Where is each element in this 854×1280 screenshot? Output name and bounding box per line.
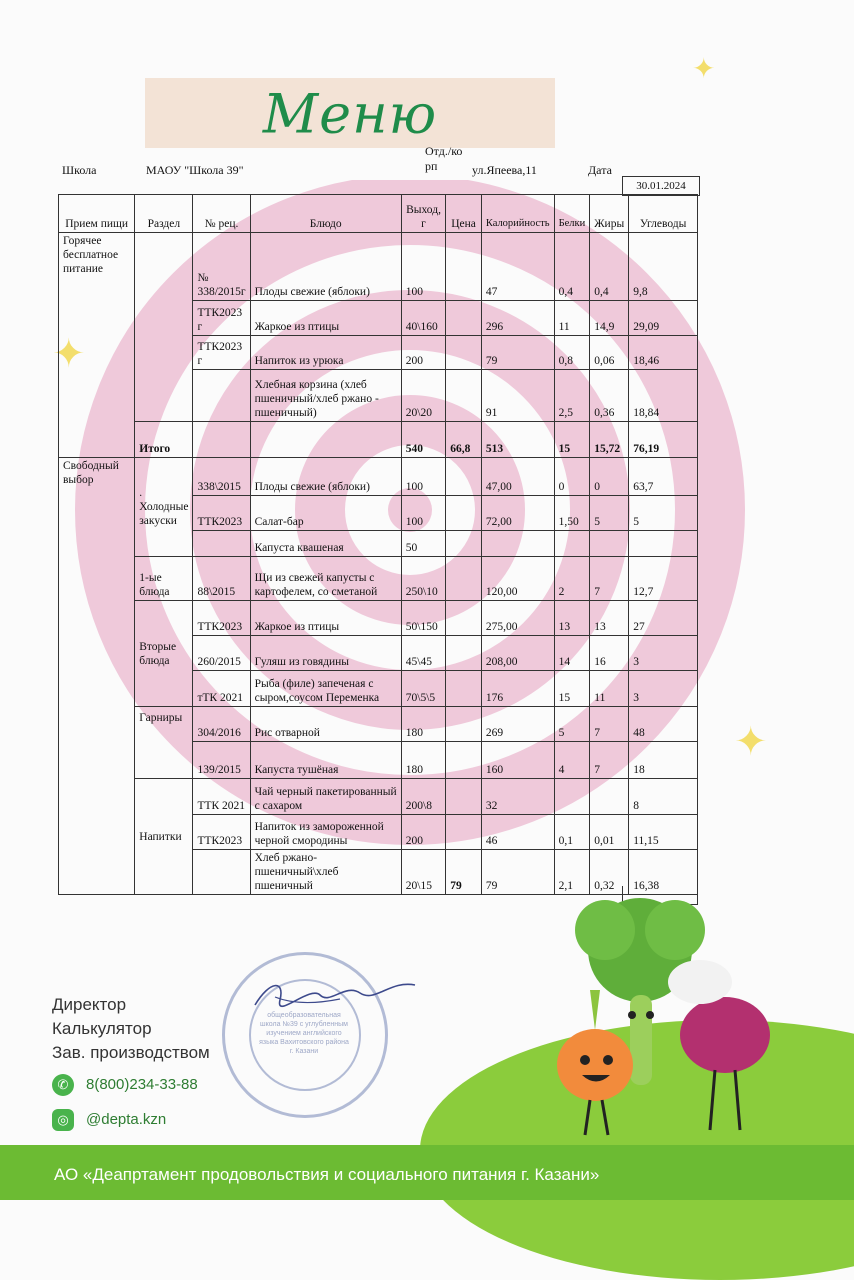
footer-text: АО «Деапртамент продовольствия и социального питания г. Казани» xyxy=(54,1165,600,1184)
fat-cell: 0,4 xyxy=(590,233,629,301)
recipe-cell: ТТК2023 г xyxy=(193,301,250,336)
recipe-cell: 304/2016 xyxy=(193,707,250,742)
dish-cell: Напиток из урюка xyxy=(250,336,401,370)
dish-cell: Капуста тушёная xyxy=(250,742,401,779)
price-cell xyxy=(446,636,482,671)
yield-cell: 180 xyxy=(401,707,446,742)
dish-cell: Гуляш из говядины xyxy=(250,636,401,671)
carbs-cell: 8 xyxy=(629,779,698,815)
price-cell xyxy=(446,233,482,301)
recipe-cell: ТТК2023 xyxy=(193,496,250,531)
instagram-handle: @depta.kzn xyxy=(86,1110,167,1128)
fat-cell: 0 xyxy=(590,458,629,496)
kcal-cell: 208,00 xyxy=(481,636,554,671)
protein-cell: 2 xyxy=(554,557,590,601)
col-kcal: Калорийность xyxy=(481,195,554,233)
total-protein: 15 xyxy=(554,422,590,458)
handwritten-signature xyxy=(250,975,420,1015)
price-cell xyxy=(446,370,482,422)
price-cell xyxy=(446,301,482,336)
recipe-cell xyxy=(193,850,250,895)
total-fat: 15,72 xyxy=(590,422,629,458)
dish-cell: Жаркое из птицы xyxy=(250,301,401,336)
kcal-cell: 120,00 xyxy=(481,557,554,601)
dish-cell: Рис отварной xyxy=(250,707,401,742)
section-drinks: Напитки xyxy=(135,779,193,895)
address: ул.Япеева,11 xyxy=(472,163,537,177)
protein-cell: 5 xyxy=(554,707,590,742)
price-cell: 79 xyxy=(446,850,482,895)
recipe-cell: № 338/2015г xyxy=(193,233,250,301)
dish-cell: Хлебная корзина (хлеб пшеничный/хлеб ржано - пшеничный) xyxy=(250,370,401,422)
protein-cell: 1,50 xyxy=(554,496,590,531)
yield-cell: 50 xyxy=(401,531,446,557)
recipe-cell: ТТК2023 xyxy=(193,815,250,850)
dish-cell: Щи из свежей капусты с картофелем, со сметаной xyxy=(250,557,401,601)
protein-cell: 2,5 xyxy=(554,370,590,422)
price-cell xyxy=(446,557,482,601)
yield-cell: 100 xyxy=(401,496,446,531)
group-free: Свободный выбор xyxy=(59,458,135,895)
kcal-cell: 91 xyxy=(481,370,554,422)
yield-cell: 180 xyxy=(401,742,446,779)
fat-cell: 7 xyxy=(590,742,629,779)
protein-cell: 2,1 xyxy=(554,850,590,895)
fat-cell xyxy=(590,779,629,815)
yield-cell: 45\45 xyxy=(401,636,446,671)
protein-cell: 0,4 xyxy=(554,233,590,301)
carbs-cell: 18,46 xyxy=(629,336,698,370)
price-cell xyxy=(446,601,482,636)
fat-cell: 0,36 xyxy=(590,370,629,422)
dish-cell: Хлеб ржано-пшеничный\хлеб пшеничный xyxy=(250,850,401,895)
kcal-cell: 275,00 xyxy=(481,601,554,636)
section-first: 1-ые блюда xyxy=(135,557,193,601)
instagram-icon: ◎ xyxy=(52,1109,74,1131)
kcal-cell: 79 xyxy=(481,850,554,895)
carbs-cell: 11,15 xyxy=(629,815,698,850)
fat-cell: 0,01 xyxy=(590,815,629,850)
total-carbs: 76,19 xyxy=(629,422,698,458)
recipe-cell xyxy=(193,531,250,557)
fat-cell xyxy=(590,531,629,557)
carbs-cell: 3 xyxy=(629,636,698,671)
carbs-cell: 63,7 xyxy=(629,458,698,496)
carbs-cell: 18,84 xyxy=(629,370,698,422)
col-price: Цена xyxy=(446,195,482,233)
table-row xyxy=(59,233,698,301)
production-head-label: Зав. производством xyxy=(52,1043,210,1062)
kcal-cell: 47 xyxy=(481,233,554,301)
yield-cell: 70\5\5 xyxy=(401,671,446,707)
yield-cell: 100 xyxy=(401,458,446,496)
carbs-cell: 5 xyxy=(629,496,698,531)
price-cell xyxy=(446,458,482,496)
kcal-cell: 296 xyxy=(481,301,554,336)
star-icon: ✦ xyxy=(692,54,716,85)
total-kcal: 513 xyxy=(481,422,554,458)
carbs-cell: 16,38 xyxy=(629,850,698,895)
total-price: 66,8 xyxy=(446,422,482,458)
carbs-cell: 27 xyxy=(629,601,698,636)
dish-cell: Салат-бар xyxy=(250,496,401,531)
fat-cell: 5 xyxy=(590,496,629,531)
yield-cell: 200\8 xyxy=(401,779,446,815)
yield-cell: 100 xyxy=(401,233,446,301)
fat-cell: 13 xyxy=(590,601,629,636)
yield-cell: 40\160 xyxy=(401,301,446,336)
date-label: Дата xyxy=(588,163,612,177)
dish-cell: Капуста квашеная xyxy=(250,531,401,557)
date-value: 30.01.2024 xyxy=(622,176,700,196)
table-row xyxy=(59,557,698,601)
recipe-cell: 338\2015 xyxy=(193,458,250,496)
fat-cell: 0,32 xyxy=(590,850,629,895)
recipe-cell: ТТК2023 г xyxy=(193,336,250,370)
carbs-cell xyxy=(629,531,698,557)
protein-cell: 13 xyxy=(554,601,590,636)
carbs-cell: 18 xyxy=(629,742,698,779)
dish-cell: Плоды свежие (яблоки) xyxy=(250,458,401,496)
menu-title: Меню xyxy=(145,78,555,148)
phone-icon: ✆ xyxy=(52,1074,74,1096)
recipe-cell: ТТК2023 xyxy=(193,601,250,636)
recipe-cell: ТТК 2021 xyxy=(193,779,250,815)
kcal-cell: 46 xyxy=(481,815,554,850)
kcal-cell: 47,00 xyxy=(481,458,554,496)
instagram-contact xyxy=(52,1109,166,1131)
kcal-cell: 176 xyxy=(481,671,554,707)
price-cell xyxy=(446,531,482,557)
col-carbs: Углеводы xyxy=(629,195,698,233)
star-icon: ✦ xyxy=(734,719,768,764)
recipe-cell: тТК 2021 xyxy=(193,671,250,707)
yield-cell: 50\150 xyxy=(401,601,446,636)
price-cell xyxy=(446,671,482,707)
protein-cell xyxy=(554,779,590,815)
col-fat: Жиры xyxy=(590,195,629,233)
star-icon: ✦ xyxy=(52,331,86,376)
total-label: Итого xyxy=(135,422,193,458)
recipe-cell: 260/2015 xyxy=(193,636,250,671)
protein-cell xyxy=(554,531,590,557)
price-cell xyxy=(446,336,482,370)
director-label: Директор xyxy=(52,995,127,1014)
fat-cell: 16 xyxy=(590,636,629,671)
col-recipe: № рец. xyxy=(193,195,250,233)
carbs-cell: 29,09 xyxy=(629,301,698,336)
table-row xyxy=(59,458,698,496)
dish-cell: Жаркое из птицы xyxy=(250,601,401,636)
kcal-cell: 72,00 xyxy=(481,496,554,531)
signature-block xyxy=(52,993,210,1065)
table-row xyxy=(59,601,698,636)
yield-cell: 200 xyxy=(401,336,446,370)
dish-cell: Чай черный пакетированный с сахаром xyxy=(250,779,401,815)
yield-cell: 20\15 xyxy=(401,850,446,895)
protein-cell: 0 xyxy=(554,458,590,496)
section-cold: Холодные закуски xyxy=(139,501,189,527)
protein-cell: 0,1 xyxy=(554,815,590,850)
price-cell xyxy=(446,779,482,815)
section-second: Вторые блюда xyxy=(135,601,193,707)
fat-cell: 11 xyxy=(590,671,629,707)
dish-cell: Плоды свежие (яблоки) xyxy=(250,233,401,301)
carbs-cell: 3 xyxy=(629,671,698,707)
col-yield: Выход, г xyxy=(401,195,446,233)
yield-cell: 20\20 xyxy=(401,370,446,422)
col-dish: Блюдо xyxy=(250,195,401,233)
price-cell xyxy=(446,707,482,742)
price-cell xyxy=(446,496,482,531)
kcal-cell: 79 xyxy=(481,336,554,370)
calculator-label: Калькулятор xyxy=(52,1019,152,1038)
yield-cell: 250\10 xyxy=(401,557,446,601)
footer-bar xyxy=(0,1145,854,1200)
protein-cell: 0,8 xyxy=(554,336,590,370)
fat-cell: 14,9 xyxy=(590,301,629,336)
recipe-cell: 88\2015 xyxy=(193,557,250,601)
carbs-cell: 9,8 xyxy=(629,233,698,301)
protein-cell: 11 xyxy=(554,301,590,336)
table-row xyxy=(59,707,698,742)
table-row xyxy=(59,779,698,815)
section-garnish: Гарниры xyxy=(135,707,193,779)
recipe-cell xyxy=(193,370,250,422)
phone-contact xyxy=(52,1074,198,1096)
kcal-cell: 269 xyxy=(481,707,554,742)
kcal-cell: 32 xyxy=(481,779,554,815)
recipe-cell: 139/2015 xyxy=(193,742,250,779)
stamp-text: общеобразовательная школа №39 с углубленным изучением английского языка Вахитовского района г. Казани xyxy=(259,1012,349,1055)
price-cell xyxy=(446,742,482,779)
yield-cell: 200 xyxy=(401,815,446,850)
dot-mark: . xyxy=(139,487,143,499)
menu-table xyxy=(58,194,698,895)
kcal-cell: 160 xyxy=(481,742,554,779)
group-hot: Горячее бесплатное питание xyxy=(59,233,135,458)
total-yield: 540 xyxy=(401,422,446,458)
dish-cell: Напиток из замороженной черной смородины xyxy=(250,815,401,850)
col-section: Раздел xyxy=(135,195,193,233)
dept-label: Отд./ко рп xyxy=(425,144,463,173)
total-row xyxy=(59,422,698,458)
phone-number: 8(800)234-33-88 xyxy=(86,1075,198,1093)
fat-cell: 7 xyxy=(590,557,629,601)
col-meal: Прием пищи xyxy=(59,195,135,233)
school-name: МАОУ "Школа 39" xyxy=(146,163,244,177)
vegetable-characters-illustration xyxy=(520,890,820,1140)
carbs-cell: 12,7 xyxy=(629,557,698,601)
price-cell xyxy=(446,815,482,850)
protein-cell: 4 xyxy=(554,742,590,779)
fat-cell: 0,06 xyxy=(590,336,629,370)
dish-cell: Рыба (филе) запеченая с сыром,соусом Переменка xyxy=(250,671,401,707)
kcal-cell xyxy=(481,531,554,557)
school-label: Школа xyxy=(62,163,97,177)
protein-cell: 15 xyxy=(554,671,590,707)
col-protein: Белки xyxy=(554,195,590,233)
protein-cell: 14 xyxy=(554,636,590,671)
carbs-cell: 48 xyxy=(629,707,698,742)
fat-cell: 7 xyxy=(590,707,629,742)
